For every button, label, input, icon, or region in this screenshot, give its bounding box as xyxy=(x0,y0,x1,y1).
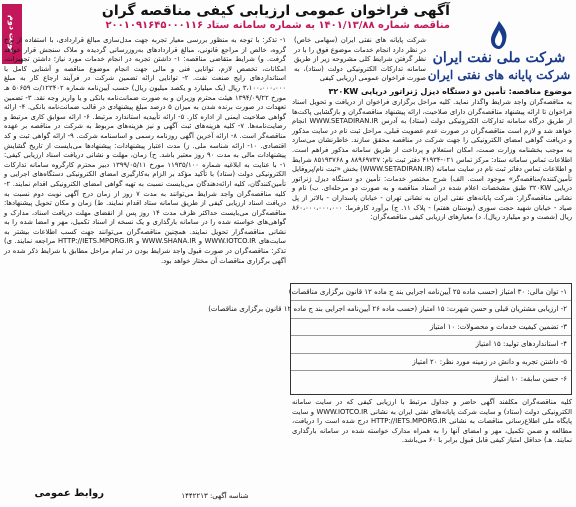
criteria-row: ۲- ارزیابی مشتریان قبلی و حسن شهرت: ۱۵ امتیاز (حسب ماده ۲۶ آیین‌نامه اجرایی بند ج ماده ۱۲ قانون برگزاری مناقصات) xyxy=(291,301,571,318)
org-name-secondary: شرکت پایانه های نفتی ایران xyxy=(427,68,571,82)
round-badge: نوبت دوم xyxy=(2,4,22,64)
criteria-row: ۵- داشتن تجربه و دانش در زمینه مورد نظر: ۲۰ امتیاز xyxy=(291,354,571,371)
right-column-body: به مناقصه‌گران واجد شرایط واگذار نماید. کلیه مراحل برگزاری فراخوان از دریافت و تحویل اسناد فراخوان تا ارائه پیشنهاد مناقصه‌گران دارای صلاحیت، ارائه پیشنهاد مناقصه‌گران و بازگشایی پاکت‌ها از طریق درگاه سامانه تدارکات الکترونیکی دولت (ستاد) به آدرس WWW.SETADIRAN.IR انجام خواهد شد و لازم است مناقصه‌گران در صورت عدم عضویت قبلی، مراحل ثبت نام در سایت مذکور و دریافت گواهی امضای الکترونیکی را جهت شرکت در مناقصه محقق سازند. خاطرنشان می‌سازد به موجب بخشنامه وزارت صمت، امکان استعلام و پرداخت از طریق سامانه مذکور فراهم است. اطلاعات تماس سامانه ستاد: مرکز تماس ۰۲۱-۴۱۹۳۴ دفتر ثبت نام: ۸۸۹۶۹۷۳۷ و ۸۵۱۹۳۷۶۸ شرایط و اطلاعات تماس دفاتر ثبت نام در سایت سامانه (WWW.SETADIRAN.IR) بخش «ثبت نام/پروفایل تأمین‌کننده/مناقصه‌گر» موجود است. الف) شرح مختصر خدمات: تأمین دو دستگاه دیزل ژنراتور دریایی ۳۲۰KW طبق مشخصات اعلام شده در اسناد مناقصه و به صورت دو مرحله‌ای. ب) نام و نشانی مناقصه‌گزار: شرکت پایانه‌های نفتی ایران به نشانی تهران - خیابان پاسداران - بالاتر از پل صیاد - خیابان شهید حجت سوری (بوستان هفتم) - پلاک ۱۱. ج) برآورد کارفرما: ۸۶۰،۰۰۰،۰۰۰،۰۰۰ ریال (شصت و دو میلیارد ریال). د) معیارهای ارزیابی کیفی مناقصه‌گران: xyxy=(292,98,573,222)
intro-text: شرکت پایانه های نفتی ایران (سهامی خاص) در نظر دارد انجام خدمات موضوع فوق را با در نظر گرفتن شرایط کلی مشروحه زیر از طریق سامانه تدارکات الکترونیکی دولت (ستاد)، به صورت فراخوان عمومی ارزیابی کیفی xyxy=(294,36,426,83)
org-name-primary: شرکت ملی نفت ایران xyxy=(432,50,566,66)
flame-icon xyxy=(486,20,512,50)
public-relations-label: روابط عمومی xyxy=(34,488,104,499)
criteria-row: ۴- استانداردهای تولید: ۱۵ امتیاز xyxy=(291,336,571,353)
criteria-row: ۶- حسن سابقه: ۱۰ امتیاز xyxy=(493,374,567,383)
left-column-body: ۱- تذکر: با توجه به منظور بررسی معیار تجربه جهت مدل‌سازی مبالغ قراردادی، با استفاده از نرخ گروه، خالص از مراجع قانونی، مبالغ قراردادهای به‌روزرسانی گردیده و ملاک سنجش قرار خواهد گرفت. و) شرایط متقاضی مناقصه: ۱- داشتن تجربه در انجام خدمات مورد نیاز؛ داشتن تجهیزات، امکانات، تخصص لازم، توانایی فنی و مالی جهت انجام موضوع مناقصه و آشنایی کامل با استانداردهای رایج صنعت نفت. ۲- توانایی ارائه تضمین شرکت در فرآیند ارجاع کار به مبلغ ۳،۱۰۰،۰۰۰،۰۰۰ ریال (یک میلیارد و یکصد میلیون ریال) حسب آیین‌نامه شماره ۱۲۳۴۰۲/ت ۵۰۶۵۹ هـ مورخ ۱۳۹۴/۰۹/۲۲ هیئت محترم وزیران و به صورت ضمانت‌نامه بانکی و یا واریز وجه نقد. ۳- تضمین تعهدات در صورت برنده شدن به میزان ۵ درصد مبلغ پیشنهادی در قالب ضمانت‌نامه بانکی. ۴- ارائه گواهی صلاحیت ایمنی از اداره کار. ۵- ارائه تأییدیه استاندارد مرتبط. ۶- ارائه سوابق کاری مرتبط و رضایت‌نامه‌ها. ۷- کلیه هزینه‌های ثبت آگهی و نیز هزینه‌های مربوط به شرکت در مناقصه بر عهده مناقصه‌گر است. ۸- ارائه آخرین آگهی روزنامه رسمی و اساسنامه شرکت. ۹- ارائه گواهی ثبت و کد اقتصادی. ۱۰- ارائه شناسه ملی. ز) مدت اعتبار پیشنهادات: پیشنهادها می‌بایست از تاریخ گشایش پیشنهادات مالی به مدت ۹۰ روز معتبر باشد. ح) زمان، مهلت و نشانی دریافت اسناد ارزیابی کیفی: ۱- با عنایت به ابلاغیه شماره ۱۱۹۳۵/۱۰۰ مورخ ۱۳۹۹/۰۵/۱۱ دبیر محترم کارگروه سامانه تدارکات الکترونیکی دولت (ستاد) با تأکید مؤکد بر الزام به‌کارگیری امضای الکترونیکی دستگاه‌های اجرایی و تأمین‌کنندگان، کلیه ارائه‌دهندگان می‌بایست نسبت به تهیه گواهی امضای الکترونیکی اقدام نمایند. ۲- کلیه مناقصه‌گران واجد شرایط می‌توانند به مدت ۷ روز از زمان درج آگهی نوبت دوم نسبت به دریافت اسناد ارزیابی کیفی از طریق سامانه ستاد اقدام نمایند. ط) زمان و مکان تحویل پیشنهادها: مناقصه‌گران می‌بایست حداکثر ظرف مدت ۱۴ روز پس از انقضای مهلت دریافت اسناد، مدارک و گواهی‌های خواسته شده را در سامانه بارگذاری و یک نسخه از اسناد تکمیل، مهر و امضا شده را به نشانی مناقصه‌گزار تحویل نمایند. همچنین مناقصه‌گران می‌توانند جهت کسب اطلاعات بیشتر به سایت‌های WWW.IOTCO.IR و WWW.SHANA.IR و HTTP://IETS.MPORG.IR مراجعه نمایند. ی) تذکر: مناقصه‌گران در صورت قبول واجد شرایط بودن در تمام مراحل مطابق با شرایط ذکر شده در آگهی برگزاری مناقصات آن مختار خواهد بود. xyxy=(4,36,287,265)
ad-title: آگهی فراخوان عمومی ارزیابی کیفی مناقصه گران xyxy=(101,3,450,19)
tender-subject: موضوع مناقصه: تأمین دو دستگاه دیزل ژنراتور دریایی ۳۲۰KW xyxy=(328,87,572,96)
company-logo xyxy=(424,20,574,94)
right-column-footer-text: کلیه مناقصه‌گران مکلفند آگهی حاضر و جداول مرتبط با ارزیابی کیفی که در سایت سامانه الکترونیکی دولت (ستاد) و سایت شرکت پایانه‌های نفتی ایران به نشانی WWW.IOTCO.IR و سایت پایگاه ملی اطلاع‌رسانی مناقصات به نشانی HTTP://IETS.MPORG.IR درج شده است را دریافت، مطالعه و ضمن تکمیل، مهر و امضای آنها را به همراه مدارک خواسته شده در سامانه بارگذاری نمایند. هـ) حداقل امتیاز کیفی قابل قبول برابر با ۶۰ می‌باشد. xyxy=(292,398,573,445)
criteria-row: ۳- تضمین کیفیت خدمات و محصولات: ۱۰ امتیاز xyxy=(291,319,571,336)
criteria-table xyxy=(208,283,572,395)
tender-number: مناقصه شماره ۱۴۰۱/۱۳/۸۸ به شماره سامانه ستاد ۲۰۰۱۰۹۱۶۴۵۰۰۰۱۱۶ xyxy=(105,20,450,31)
ad-id: شناسه آگهی: ۱۴۴۲۲۱۳ xyxy=(181,492,249,500)
criteria-row: ۱- توان مالی: ۳۰ امتیاز (حسب ماده ۲۵ آیین‌نامه اجرایی بند ج ماده ۱۲ قانون برگزاری مناقصات) xyxy=(291,284,571,301)
